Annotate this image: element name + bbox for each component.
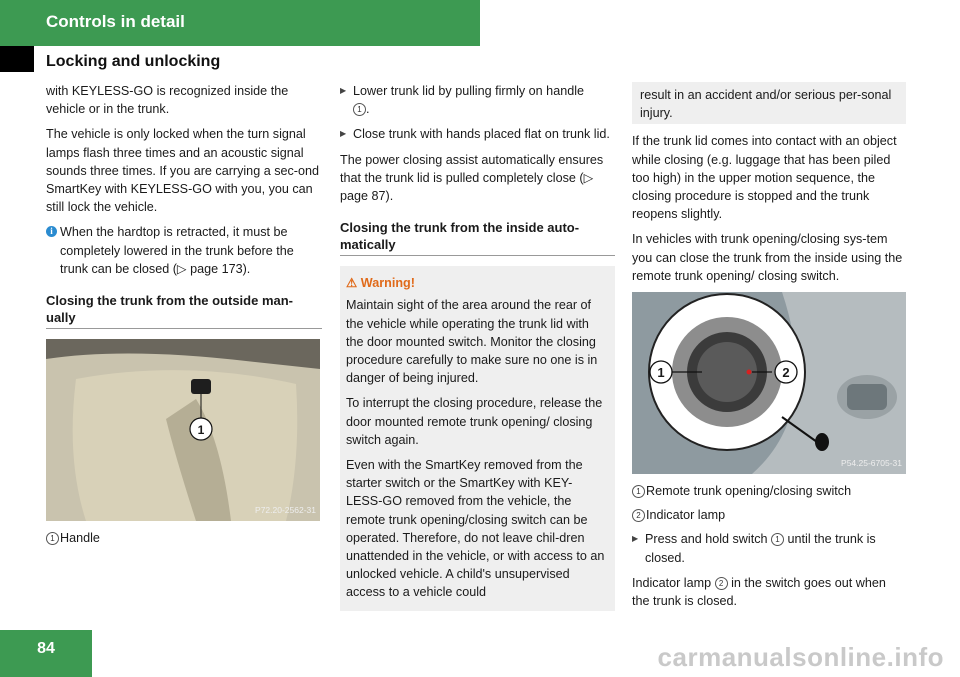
figure-caption [46, 529, 322, 547]
page-subtitle: Locking and unlocking [46, 53, 221, 70]
figure-code: P54.25-6705-31 [841, 457, 902, 468]
callout-number: 1 [353, 103, 366, 116]
warning-paragraph: Even with the SmartKey removed from the starter switch or the SmartKey with KEY-LESS-GO removed from the vehicle, the remote trunk opening/closing switch can be operated. Therefore, do not leave chil-dren unattended in the vehicle, or with access to an unlocked vehicle. A child's unsupervised access to a vehicle could [346, 458, 605, 600]
trunk-illustration [46, 339, 320, 521]
callout-number: 1 [771, 533, 784, 546]
info-note [46, 223, 322, 278]
paragraph: The power closing assist automatically ensures that the trunk lid is pulled completely close (▷ page 87). [340, 152, 604, 204]
callout-number: 1 [632, 485, 645, 498]
figure-caption [632, 506, 906, 524]
result-text: in the switch goes out when the trunk is closed. [632, 575, 886, 609]
figure-code: P72.20-2562-31 [255, 504, 316, 515]
step-text: Close trunk with hands placed flat on trunk lid. [353, 127, 610, 142]
warning-icon: ⚠ [346, 276, 361, 291]
instruction-step [340, 125, 615, 143]
caption-text: Handle [60, 531, 100, 546]
figure-caption [632, 482, 906, 500]
step-end: . [366, 102, 370, 117]
warning-paragraph: To interrupt the closing procedure, release the door mounted remote trunk opening/ closing switch again. [346, 396, 603, 447]
instruction-step [340, 82, 615, 118]
paragraph: If the trunk lid comes into contact with an object while closing (e.g. luggage that has been piled too high) in the upper motion sequence, the closing procedure is stopped and the trunk reopens slightly. [632, 134, 897, 222]
header-marker [0, 46, 34, 72]
callout-number: 2 [715, 577, 728, 590]
section-heading: Closing the trunk from the inside auto-matically [340, 219, 615, 256]
door-switch-illustration [632, 292, 906, 474]
callout-1: 1 [657, 365, 665, 381]
warning-title: Warning! [360, 276, 415, 291]
trunk-handle-figure [46, 339, 320, 521]
caption-text: Indicator lamp [646, 508, 726, 523]
step-text: Press and hold switch [645, 532, 768, 547]
callout-2: 2 [782, 365, 790, 381]
column-right [632, 82, 906, 617]
info-icon: i [46, 226, 57, 237]
paragraph: In vehicles with trunk opening/closing sys-tem you can close the trunk from the inside using the remote trunk opening/ closing switch. [632, 232, 903, 283]
info-text: When the hardtop is retracted, it must be completely lowered in the trunk before the trunk can be closed (▷ page 173). [60, 225, 294, 276]
page-number: 84 [37, 640, 55, 657]
callout-number: 2 [632, 509, 645, 522]
paragraph: The vehicle is only locked when the turn signal lamps flash three times and an acoustic signal sounds three times. If you are carrying a sec-ond SmartKey with KEYLESS-GO with you, you can still lock the vehicle. [46, 127, 319, 215]
warning-paragraph: Maintain sight of the area around the rear of the vehicle while operating the trunk lid with the door mounted switch. Monitor the closing procedure carefully to make sure no one is in danger of being injured. [346, 298, 598, 386]
section-heading: Closing the trunk from the outside man-ually [46, 292, 322, 329]
callout-1: 1 [197, 423, 205, 438]
warning-header [346, 274, 607, 292]
column-left [46, 82, 322, 553]
result-text: Indicator lamp [632, 575, 712, 590]
instruction-step [632, 530, 906, 566]
result-paragraph [632, 574, 906, 610]
caption-text: Remote trunk opening/closing switch [646, 484, 852, 499]
warning-continuation: result in an accident and/or serious per-sonal injury. [632, 82, 906, 124]
section-title: Controls in detail [46, 12, 185, 31]
warning-box [340, 266, 615, 610]
callout-number: 1 [46, 532, 59, 545]
watermark: carmanualsonline.info [657, 642, 944, 672]
switch-figure [632, 292, 906, 474]
column-middle [340, 82, 615, 611]
step-text: until the trunk is closed. [645, 532, 876, 565]
step-text: Lower trunk lid by pulling firmly on handle [353, 84, 585, 98]
paragraph: with KEYLESS-GO is recognized inside the vehicle or in the trunk. [46, 84, 289, 117]
